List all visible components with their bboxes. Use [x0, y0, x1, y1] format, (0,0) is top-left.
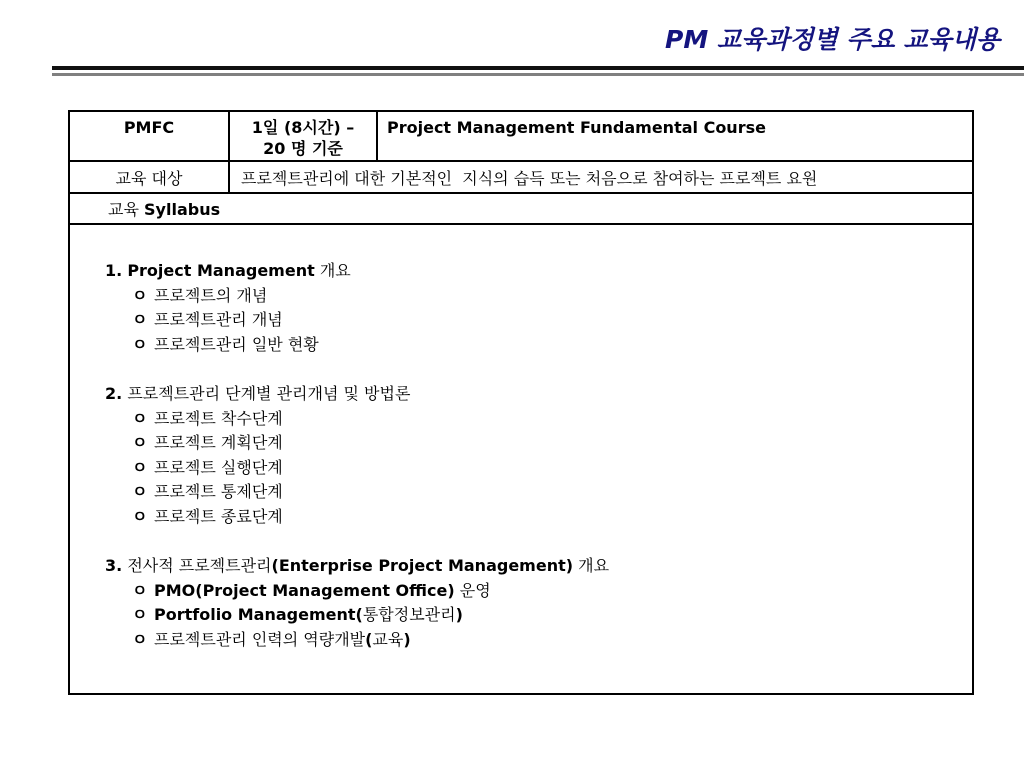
list-item-text: )	[403, 629, 411, 649]
section-number: 2.	[105, 383, 123, 403]
course-name-cell	[376, 110, 974, 162]
bullet-icon: ㅇ	[132, 334, 148, 354]
bullet-icon: ㅇ	[132, 408, 148, 428]
target-label: 교육 대상	[115, 168, 183, 188]
section-heading-text: 개요	[578, 556, 610, 576]
list-item	[132, 603, 972, 628]
target-description-cell	[228, 160, 974, 194]
bullet-icon: ㅇ	[132, 285, 148, 305]
list-item	[132, 505, 972, 530]
course-duration-line: 20 명 기준	[263, 139, 343, 158]
section-heading	[105, 554, 972, 579]
bullet-icon: ㅇ	[132, 506, 148, 526]
list-item	[132, 456, 972, 481]
course-code: PMFC	[123, 118, 175, 137]
section-heading	[105, 259, 972, 284]
list-item	[132, 333, 972, 358]
syllabus-header-cell	[68, 192, 974, 225]
list-item-text: 운영	[459, 580, 491, 600]
list-item-text: Portfolio Management(	[154, 605, 363, 625]
list-item-text: 통합정보관리	[362, 605, 456, 625]
list-item	[132, 284, 972, 309]
bullet-icon: ㅇ	[132, 310, 148, 330]
bullet-icon: ㅇ	[132, 482, 148, 502]
list-item-text: 프로젝트 실행단계	[154, 457, 283, 477]
list-item	[132, 308, 972, 333]
section-number: 1.	[105, 261, 123, 280]
section-heading-text: 프로젝트관리 단계별 관리개념 및 방법론	[127, 383, 411, 403]
syllabus-label-en: Syllabus	[144, 200, 221, 219]
syllabus-content-cell	[68, 223, 974, 695]
list-item	[132, 431, 972, 456]
target-label-cell	[68, 160, 230, 194]
list-item	[132, 579, 972, 604]
target-description: 프로젝트관리에 대한 기본적인 지식의 습득 또는 처음으로 참여하는 프로젝트 요원	[241, 168, 818, 188]
title-rule-thin	[52, 73, 1024, 76]
bullet-icon: ㅇ	[132, 605, 148, 625]
title-rule-thick	[52, 66, 1024, 70]
list-item-text: 프로젝트 통제단계	[154, 482, 283, 502]
list-item	[132, 628, 972, 653]
section-heading	[105, 382, 972, 407]
bullet-icon: ㅇ	[132, 433, 148, 453]
course-duration-cell	[228, 110, 378, 162]
list-item-text: 프로젝트관리 개념	[154, 310, 283, 330]
section-heading-text: (Enterprise Project Management)	[271, 556, 574, 576]
list-item-text: 프로젝트관리 일반 현황	[154, 334, 319, 354]
section-heading-text: 전사적 프로젝트관리	[127, 556, 272, 576]
section-number: 3.	[105, 556, 123, 576]
slide-title: PM 교육과정별 주요 교육내용	[665, 25, 1000, 54]
list-item-text: 프로젝트 착수단계	[154, 408, 283, 428]
course-name: Project Management Fundamental Course	[387, 118, 766, 137]
list-item-text: 프로젝트의 개념	[154, 285, 268, 305]
list-item-text: )	[455, 605, 463, 625]
section-heading-text: Project Management	[127, 261, 315, 280]
section-heading-text: 개요	[319, 261, 351, 280]
list-item-text: 프로젝트 종료단계	[154, 506, 283, 526]
course-duration-line: 1일 (8시간) –	[251, 118, 355, 137]
course-code-cell	[68, 110, 230, 162]
list-item-text: PMO(Project Management Office)	[154, 580, 455, 600]
list-item-text: 교육	[372, 629, 404, 649]
bullet-icon: ㅇ	[132, 580, 148, 600]
list-item	[132, 407, 972, 432]
bullet-icon: ㅇ	[132, 457, 148, 477]
list-item	[132, 480, 972, 505]
list-item-text: (	[365, 629, 373, 649]
syllabus-label	[108, 197, 220, 220]
bullet-icon: ㅇ	[132, 629, 148, 649]
syllabus-label-ko: 교육	[108, 200, 139, 219]
list-item-text: 프로젝트관리 인력의 역량개발	[154, 629, 366, 649]
list-item-text: 프로젝트 계획단계	[154, 433, 283, 453]
